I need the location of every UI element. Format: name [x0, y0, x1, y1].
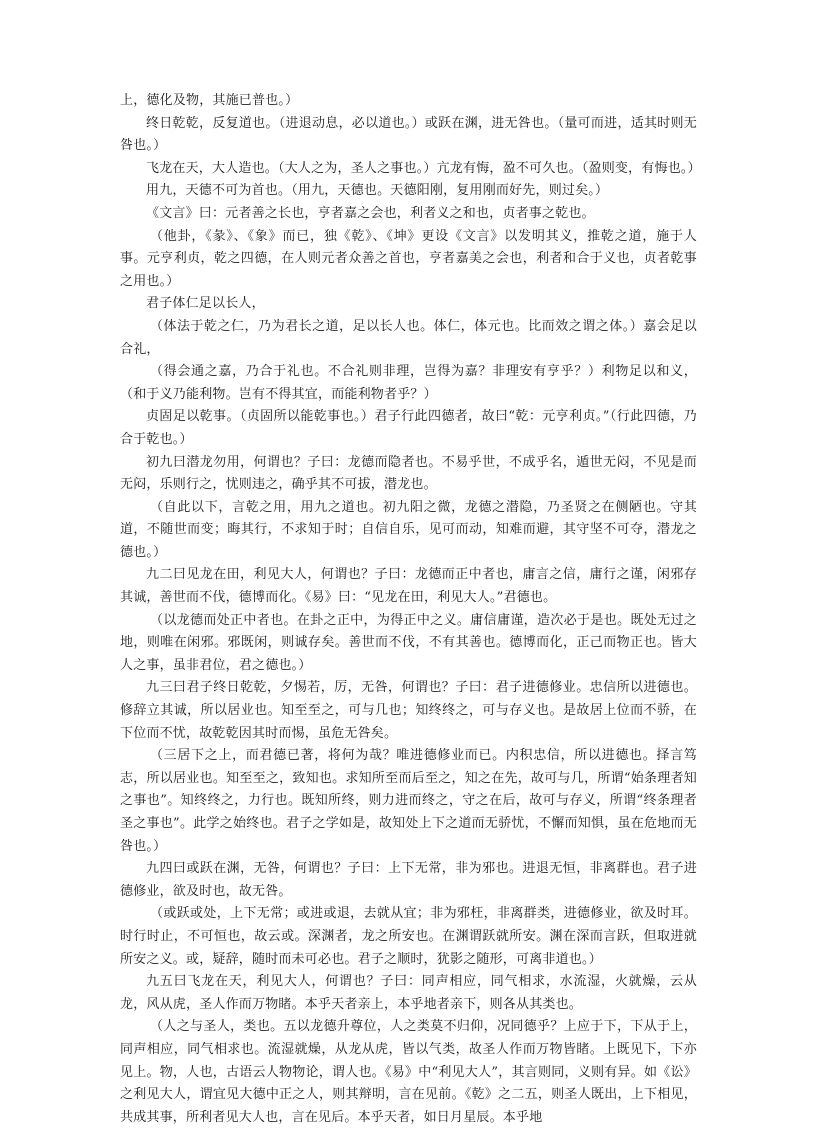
paragraph: 贞固足以乾事。（贞固所以能乾事也。）君子行此四德者，故曰“乾：元亨利贞。”（行此四德，乃合于乾也。） [120, 409, 697, 447]
paragraph: 九五曰飞龙在天，利见大人，何谓也？子曰：同声相应，同气相求，水流湿，火就燥，云从龙，风从虎，圣人作而万物睹。本乎天者亲上，本乎地者亲下，则各从其类也。 [120, 974, 697, 1012]
document-body [120, 90, 701, 1129]
paragraph: 九二曰见龙在田，利见大人，何谓也？子曰：龙德而正中者也，庸言之信，庸行之谨，闲邪存其诚，善世而不伐，德博而化。《易》曰：“见龙在田，利见大人。”君德也。 [120, 567, 697, 606]
commentary-paragraph: （自此以下，言乾之用，用九之道也。初九阳之微，龙德之潜隐，乃圣贤之在侧陋也。守其道，不随世而变；晦其行，不求知于时；自信自乐，见可而动，知难而避，其守坚不可夺，潜龙之德也。） [120, 499, 697, 560]
paragraph: 九三曰君子终日乾乾，夕惕若，厉，无咎，何谓也？子曰：君子进德修业。忠信所以进德也。修辞立其诚，所以居业也。知至至之，可与几也；知终终之，可与存义也。是故居上位而不骄，在下位而不忧，故乾乾因其时而惕，虽危无咎矣。 [120, 680, 697, 741]
commentary-paragraph: （三居下之上，而君德已著，将何为哉？唯进德修业而已。内积忠信，所以进德也。择言笃志，所以居业也。知至至之，致知也。求知所至而后至之，知之在先，故可与几，所谓“始条理者知之事也”。知终终之，力行也。既知所终，则力进而终之，守之在后，故可与存义，所谓“终条理者圣之事也”。此学之始终也。君子之学如是，故知处上下之道而无骄忧，不懈而知惧，虽在危地而无咎也。） [120, 748, 697, 854]
paragraph: 上，德化及物，其施已普也。） [120, 93, 299, 108]
paragraph: 九四曰或跃在渊，无咎，何谓也？子曰：上下无常，非为邪也。进退无恒，非离群也。君子进德修业，欲及时也，故无咎。 [120, 861, 697, 899]
paragraph: 飞龙在天，大人造也。（大人之为，圣人之事也。）亢龙有悔，盈不可久也。（盈则变，有悔也。） [146, 160, 701, 176]
commentary-paragraph: （以龙德而处正中者也。在卦之正中，为得正中之义。庸信庸谨，造次必于是也。既处无过之地，则唯在闲邪。邪既闲，则诚存矣。善世而不伐，不有其善也。德博而化，正己而物正也。皆大人之事，虽非君位，君之德也。） [120, 612, 697, 673]
commentary-paragraph: （他卦，《彖》、《象》而已，独《乾》、《坤》更设《文言》以发明其义，推乾之道，施于人事。元亨利贞，乾之四德，在人则元者众善之首也，亨者嘉美之会也，利者和合于义也，贞者乾事之用也。） [120, 228, 697, 289]
commentary-paragraph: （或跃或处，上下无常；或进或退，去就从宜；非为邪枉，非离群类，进德修业，欲及时耳。时行时止，不可恒也，故云或。深渊者，龙之所安也。在渊谓跃就所安。渊在深而言跃，但取进就所安之义。或，疑辞，随时而未可必也。君子之顺时，犹影之随形，可离非道也。） [120, 906, 697, 967]
commentary-paragraph: （体法于乾之仁，乃为君长之道，足以长人也。体仁，体元也。比而效之谓之体。）嘉会足以合礼， [120, 318, 697, 357]
paragraph: 终日乾乾，反复道也。（进退动息，必以道也。）或跃在渊，进无咎也。（量可而进，适其时则无咎也。） [120, 115, 697, 154]
commentary-paragraph: （得会通之嘉，乃合于礼也。不合礼则非理，岂得为嘉？非理安有亨乎？）利物足以和义，（和于义乃能利物。岂有不得其宜，而能利物者乎？） [120, 364, 697, 402]
commentary-paragraph: （人之与圣人，类也。五以龙德升尊位，人之类莫不归仰，况同德乎？上应于下，下从于上，同声相应，同气相求也。流湿就燥，从龙从虎，皆以气类，故圣人作而万物皆睹。上既见下，下亦见上。物，人也，古语云人物物论，谓人也。《易》中“利见大人”，其言则同，义则有异。如《讼》之利见大人，谓宜见大德中正之人，则其辩明，言在见前。《乾》之二五，则圣人既出，上下相见，共成其事，所利者见大人也，言在见后。本乎天者，如日月星辰。本乎地 [120, 1019, 697, 1125]
paragraph: 《文言》曰：元者善之长也，亨者嘉之会也，利者义之和也，贞者事之乾也。 [146, 205, 595, 221]
paragraph: 用九，天德不可为首也。（用九，天德也。天德阳刚，复用刚而好先，则过矣。） [146, 183, 609, 199]
paragraph: 初九曰潜龙勿用，何谓也？子曰：龙德而隐者也。不易乎世，不成乎名，遁世无闷，不见是而无闷，乐则行之，忧则违之，确乎其不可拔，潜龙也。 [120, 454, 697, 493]
paragraph: 君子体仁足以长人， [146, 296, 265, 312]
